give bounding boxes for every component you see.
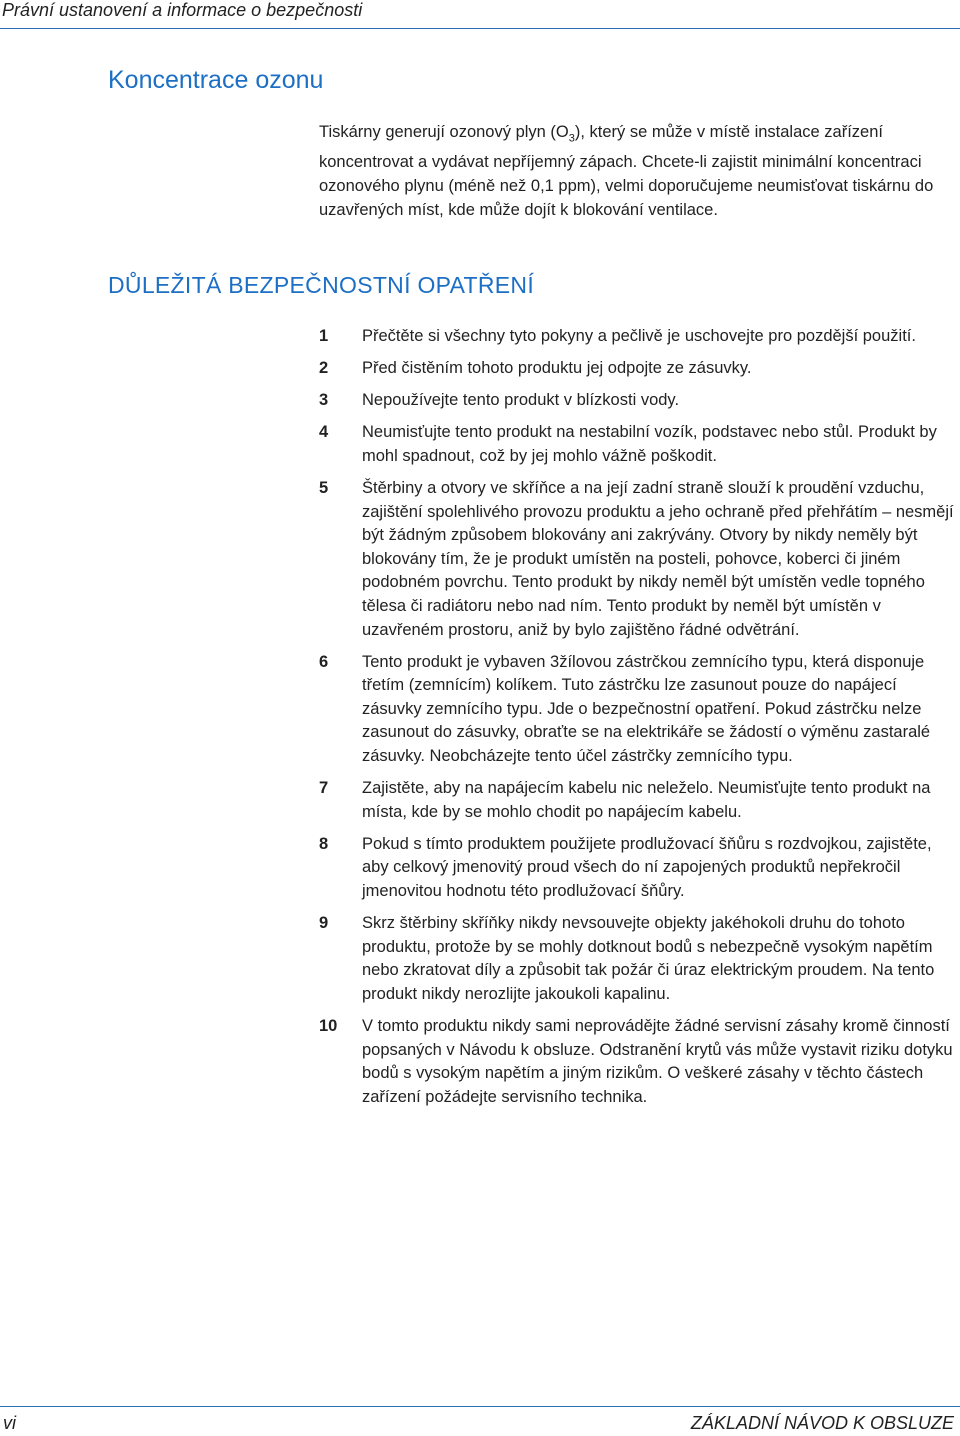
- safety-item-number: 10: [319, 1016, 338, 1035]
- safety-item: [319, 1015, 959, 1109]
- safety-item-number: 5: [319, 478, 329, 497]
- safety-item: [319, 325, 959, 349]
- section-title: Koncentrace ozonu: [108, 66, 324, 94]
- safety-item-text: V tomto produktu nikdy sami neprovádějte žádné servisní zásahy kromě činností popsaných v Návodu k obsluze. Odstranění krytů vás může vystavit riziku dotyku bodů s vysokým napětím a jiným rizikům. O veškeré zásahy v těchto částech zařízení požádejte servisního technika.: [362, 1016, 953, 1106]
- safety-item: [319, 477, 959, 642]
- running-header-title: Právní ustanovení a informace o bezpečnosti: [2, 0, 363, 20]
- safety-item: [319, 912, 959, 1006]
- safety-list: [319, 325, 959, 1118]
- safety-item-number: 1: [319, 327, 329, 345]
- safety-item: [319, 833, 959, 904]
- safety-title: DŮLEŽITÁ BEZPEČNOSTNÍ OPATŘENÍ: [108, 272, 535, 298]
- safety-item-text: Tento produkt je vybaven 3žílovou zástrčkou zemnícího typu, která disponuje třetím (zemnícím) kolíkem. Tuto zástrčku lze zasunout pouze do napájecí zásuvky zemnícího typu. Jde o bezpečnostní opatření. Pokud zástrčku nelze zasunout do zásuvky, obraťte se na elektrikáře se žádostí o výměnu zastaralé zásuvky. Neobcházejte tento účel zástrčky zemnícího typu.: [362, 652, 931, 765]
- safety-item: [319, 357, 959, 381]
- safety-item: [319, 389, 959, 413]
- safety-item-number: 9: [319, 914, 329, 933]
- page-number: vi: [3, 1413, 16, 1433]
- safety-item-number: 3: [319, 391, 329, 410]
- running-footer: [0, 1406, 960, 1436]
- safety-item-text: Skrz štěrbiny skříňky nikdy nevsouvejte objekty jakéhokoli druhu do tohoto produktu, protože by se mohly dotknout bodů s nebezpečně vysokým napětím nebo zkratovat díly a způsobit tak požár či úraz elektrickým proudem. Na tento produkt nikdy nerozlijte jakoukoli kapalinu.: [362, 914, 935, 1003]
- intro-text-start: Tiskárny generují ozonový plyn (O: [319, 123, 569, 141]
- safety-item: [319, 421, 959, 468]
- safety-item-text: Přečtěte si všechny tyto pokyny a pečlivě je uschovejte pro pozdější použití.: [362, 327, 916, 345]
- manual-title: ZÁKLADNÍ NÁVOD K OBSLUZE: [690, 1413, 954, 1433]
- safety-item-number: 6: [319, 652, 329, 671]
- safety-item-text: Zajistěte, aby na napájecím kabelu nic neleželo. Neumisťujte tento produkt na místa, kde by se mohlo chodit po napájecím kabelu.: [362, 779, 931, 821]
- intro-subscript: 3: [568, 132, 575, 145]
- safety-item-number: 7: [319, 779, 329, 798]
- intro-text-end: ), který se může v místě instalace zařízení koncentrovat a vydávat nepříjemný zápach. Chcete-li zajistit minimální koncentraci ozonového plynu (méně než 0,1 ppm), velmi doporučujeme neumisťovat tiskárnu do uzavřených míst, kde může dojít k blokování ventilace.: [319, 123, 934, 220]
- running-header: [0, 0, 960, 29]
- safety-item-number: 2: [319, 359, 329, 378]
- safety-item: [319, 777, 959, 824]
- safety-item-number: 8: [319, 834, 329, 853]
- safety-item-text: Před čistěním tohoto produktu jej odpojte ze zásuvky.: [362, 359, 752, 378]
- safety-item-number: 4: [319, 423, 329, 442]
- safety-item-text: Neumisťujte tento produkt na nestabilní vozík, podstavec nebo stůl. Produkt by mohl spadnout, což by jej mohlo vážně poškodit.: [362, 423, 937, 465]
- intro-paragraph: [319, 120, 959, 222]
- safety-item-text: Štěrbiny a otvory ve skříňce a na její zadní straně slouží k proudění vzduchu, zajištění spolehlivého provozu produktu a jeho ochraně před přehřátím – nesmějí být žádným způsobem blokovány ani zakrývány. Otvory by nikdy neměly být blokovány tím, že je produkt umístěn na posteli, pohovce, koberci či jiném podobném povrchu. Tento produkt by nikdy neměl být umístěn vedle topného tělesa či radiátoru nebo nad ním. Tento produkt by neměl být umístěn v uzavřeném prostoru, aniž by bylo zajištěno řádné odvětrání.: [362, 478, 954, 639]
- safety-item: [319, 651, 959, 769]
- safety-item-text: Nepoužívejte tento produkt v blízkosti vody.: [362, 391, 680, 410]
- safety-item-text: Pokud s tímto produktem použijete prodlužovací šňůru s rozdvojkou, zajistěte, aby celkový jmenovitý proud všech do ní zapojených produktů nepřekročil jmenovitou hodnotu této prodlužovací šňůry.: [362, 834, 932, 900]
